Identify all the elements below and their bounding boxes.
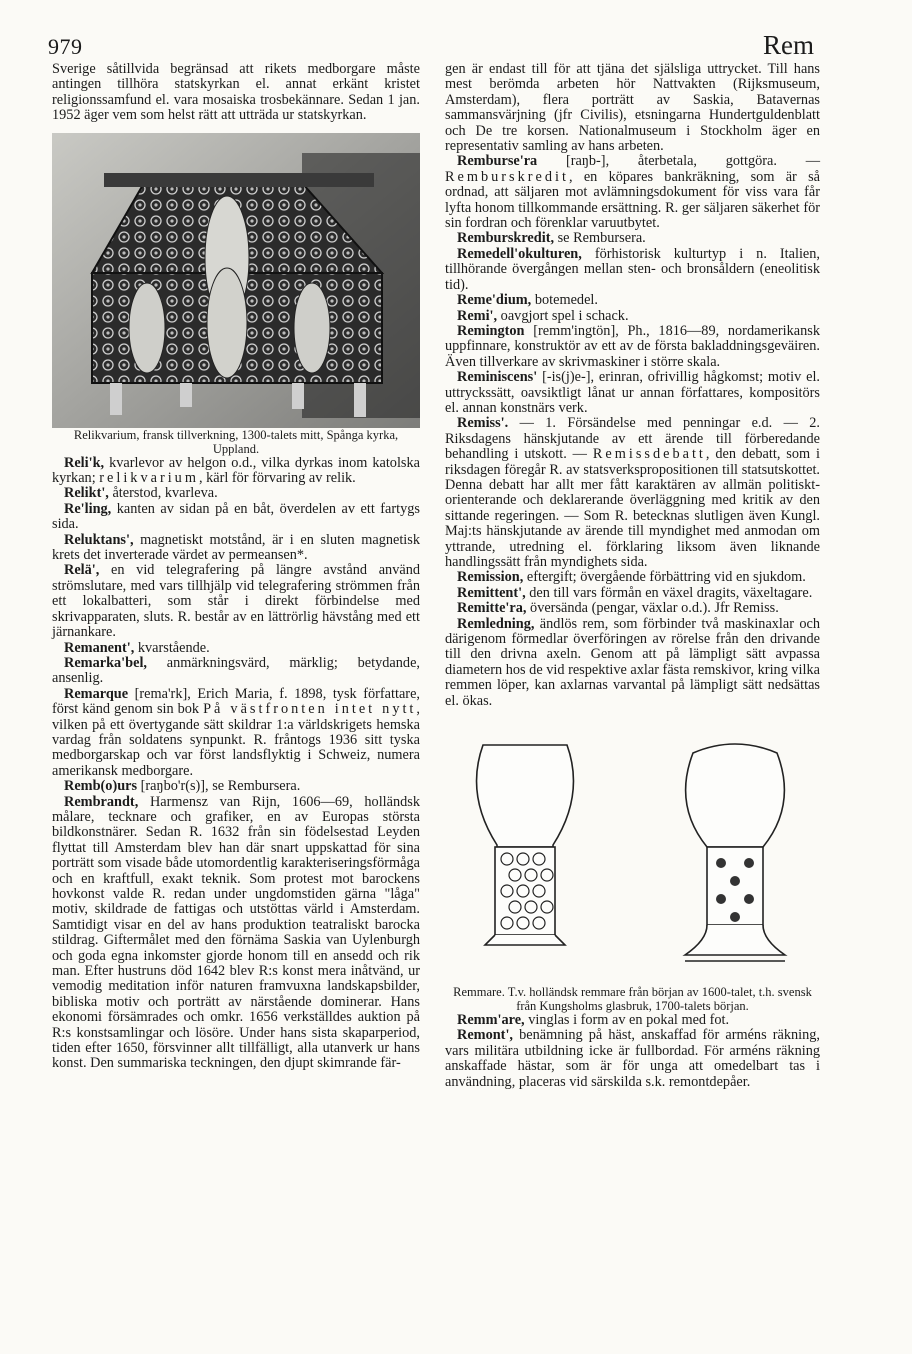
running-head: Rem: [763, 30, 814, 60]
entry-remedellokulturen: Remedell'okulturen, förhistorisk kulturtyp i n. Italien, tillhörande övergången mellan sten- och bronsåldern (eneolitisk tid).: [445, 245, 820, 293]
entry-remi: Remi', oavgjort spel i schack.: [457, 307, 629, 324]
entry-remedium: Reme'dium, botemedel.: [457, 292, 598, 309]
entry-remittera: Remitte'ra, översända (pengar, växlar o.d.). Jfr Remiss.: [457, 600, 779, 617]
right-column: [445, 62, 820, 1090]
right-intro: gen är endast till för att tjäna det själsliga uttrycket. Till hans mest berömda arbeten hör Nattvakten (Rijksmuseum, Amsterdam), flera porträtt av Saskia, Batavernas sammansvärjning (jfr Civilis), etsningarna Hundertguldenblatt och De tre korsen. Nationalmuseum i Stockholm äger en representativ samling av hans arbeten.: [445, 61, 820, 155]
left-intro: Sverige såtillvida begränsad att rikets medborgare måste antingen tillhöra statskyrkan el. annat erkänt kristet religionssamfund el. vara mosaiska trosbekännare. Sedan 1 jan. 1952 äger vem som helst rätt att utträda ur statskyrkan.: [52, 61, 420, 124]
entry-relikt: Relikt', återstod, kvarleva.: [64, 485, 218, 502]
entry-rela: Relä', en vid telegrafering på längre avstånd använd strömslutare, med vars tillhjälp vid telegrafering strömmen från ett lokalbatteri, som står i direkt förbindelse med skrivapparaten, sluts. R. består av en lättrörlig hävstång med ett järnankare.: [52, 562, 420, 641]
entry-reling: Re'ling, kanten av sidan på en båt, överdelen av ett fartygs sida.: [52, 500, 420, 533]
reliquary-photo: [52, 133, 420, 428]
entry-remission: Remission, eftergift; övergående förbättring vid en sjukdom.: [457, 569, 806, 586]
page-number: 979: [48, 34, 83, 59]
entry-rembursera: Rembursе'ra [raŋb-], återbetala, gottgöra. — Remburskredit, en köpares bankräkning, som är så ordnad, att säljaren mot avlämningsdokument för viss vara får lyfta honom tillkommande ersättning. R. ger säljaren säkerhet för sin fordran och förenklar varuutbytet.: [445, 153, 820, 232]
entry-remarkabel: Remarka'bel, anmärkningsvärd, märklig; betydande, ansenlig.: [52, 654, 420, 687]
entry-remont: Remont', benämning på häst, anskaffad för arméns räkning, vars militära utbildning icke är fullbordad. För arméns räkning anskaffade hästar, som är för unga att omedelbart tas i användning, placeras vid särskilda s.k. remontdepåer.: [445, 1027, 820, 1090]
entry-remmare: Remm'are, vinglas i form av en pokal med fot.: [457, 1012, 730, 1029]
remmare-glasses-drawing: [445, 735, 820, 985]
entry-remburskredit: Remburskredit, se Rembursera.: [457, 230, 646, 247]
dutch-roemer-drawing: [477, 745, 574, 945]
left-column: [52, 62, 420, 1072]
entry-remarque: Remarque [rema'rk], Erich Maria, f. 1898, tysk författare, först känd genom sin bok På västfronten intet nytt, vilken på ett övertygande sätt skildrar 1:a världskrigets hemska vardag från soldatens synpunkt. R. fråntogs 1936 sitt tyska medborgarskap och var först landsflyktig i Schweiz, numera amerikansk medborgare.: [52, 685, 420, 779]
entry-relik: Reli'k, kvarlevor av helgon o.d., vilka dyrkas inom katolska kyrkan; relikvarium, kärl för förvaring av relik.: [52, 454, 420, 487]
entry-remittent: Remittent', den till vars förmån en växel dragits, växeltagare.: [457, 584, 813, 601]
entry-rembours: Remb(o)urs [raŋbo'r(s)], se Rembursera.: [64, 778, 301, 795]
entry-rembrandt: Rembrandt, Harmensz van Rijn, 1606—69, holländsk målare, tecknare och grafiker, en av Europas största bildkonstnärer. Sedan R. 1632 från sin födelsestad Leyden flyttat till Amsterdam blev han där snart uppskattad för sina porträtt som visade både utomordentlig karakteriseringsförmåga och en kraftfull, exakt teknik. Som protest mot barockens hovkonst valde R. redan under ungdomstiden gärna "låga" motiv, skildrade de fattigas och utstöttas värld i Amsterdam. Samtidigt visar en del av hans produktion teatraliskt barocka stildrag. Giftermålet med den förnäma Saskia van Uylenburgh och goda egna inkomster gjorde honom till en ansedd och rik man. Efter hustruns död 1642 blev R:s konst mera inåtvänd, ur vemodig meditation inför naturen framvuxna landskapsbilder, bibliska motiv och porträtt av närstående dominerar. Hans ekonomi försämrades och omkr. 1656 verkställdes auktion på R:s konstsamlingar och lösöre. Under hans sista skaparperiod, tiden efter 1650, försvinner allt tillfälligt, alla utanverk ur hans konst. Den summariska teckningen, den djupt skimrande fär-: [52, 793, 420, 1072]
entry-reminiscens: Reminiscens' [-is(j)e-], erinran, ofrivillig hågkomst; motiv el. uttryckssätt, oavsiktligt lånat ur annan författares, kompositörs el. annan konstnärs verk.: [445, 369, 820, 416]
reliquary-caption: Relikvarium, fransk tillverkning, 1300-talets mitt, Spånga kyrka, Uppland.: [73, 427, 399, 456]
entry-remiss: Remiss'. — 1. Försändelse med penningar e.d. — 2. Riksdagens hänskjutande av ett ärende till förberedande behandling i utskott. — Remissdebatt, den debatt, som i riksdagen föregår R. av statsverkspropositionen till statsutskottet. Denna debatt har allt mer fått karaktären av allmän politiskt-orienterande och deklarerande överläggning med kritik av den sittande regeringen. — Som R. betecknas slutligen även Kungl. Maj:ts hänskjutande av ärende till myndighet med anmodan om yttrande, utredning el. förklaring liksom även liknande handlingssätt från myndighets sida.: [445, 415, 820, 570]
swedish-roemer-drawing: [685, 744, 785, 961]
entry-remanent: Remanent', kvarstående.: [64, 639, 210, 656]
entry-reluktans: Reluktans', magnetiskt motstånd, är i en sluten magnetisk krets det inverterade värdet av permeansen*.: [52, 531, 420, 564]
entry-remington: Remington [remm'ingtön], Ph., 1816—89, nordamerikansk uppfinnare, konstruktör av ett av de första bakladdningsgeväiren. Även tillverkare av skrivmaskiner i större skala.: [445, 322, 820, 370]
entry-remledning: Remledning, ändlös rem, som förbinder två maskinaxlar och därigenom förmedlar överföringen av rörelse från den drivande till den drivna axeln. Genom att på lämpligt sätt avpassa diametern hos de vid respektive axlar fästa remskivor, kring vilka remmen löper, kan axlarnas varvantal på lämpligt sätt nedsättas el. ökas.: [445, 615, 820, 709]
glasses-caption: Remmare. T.v. holländsk remmare från början av 1600-talet, t.h. svensk från Kungsholms glasbruk, 1700-talets början.: [453, 985, 812, 1014]
